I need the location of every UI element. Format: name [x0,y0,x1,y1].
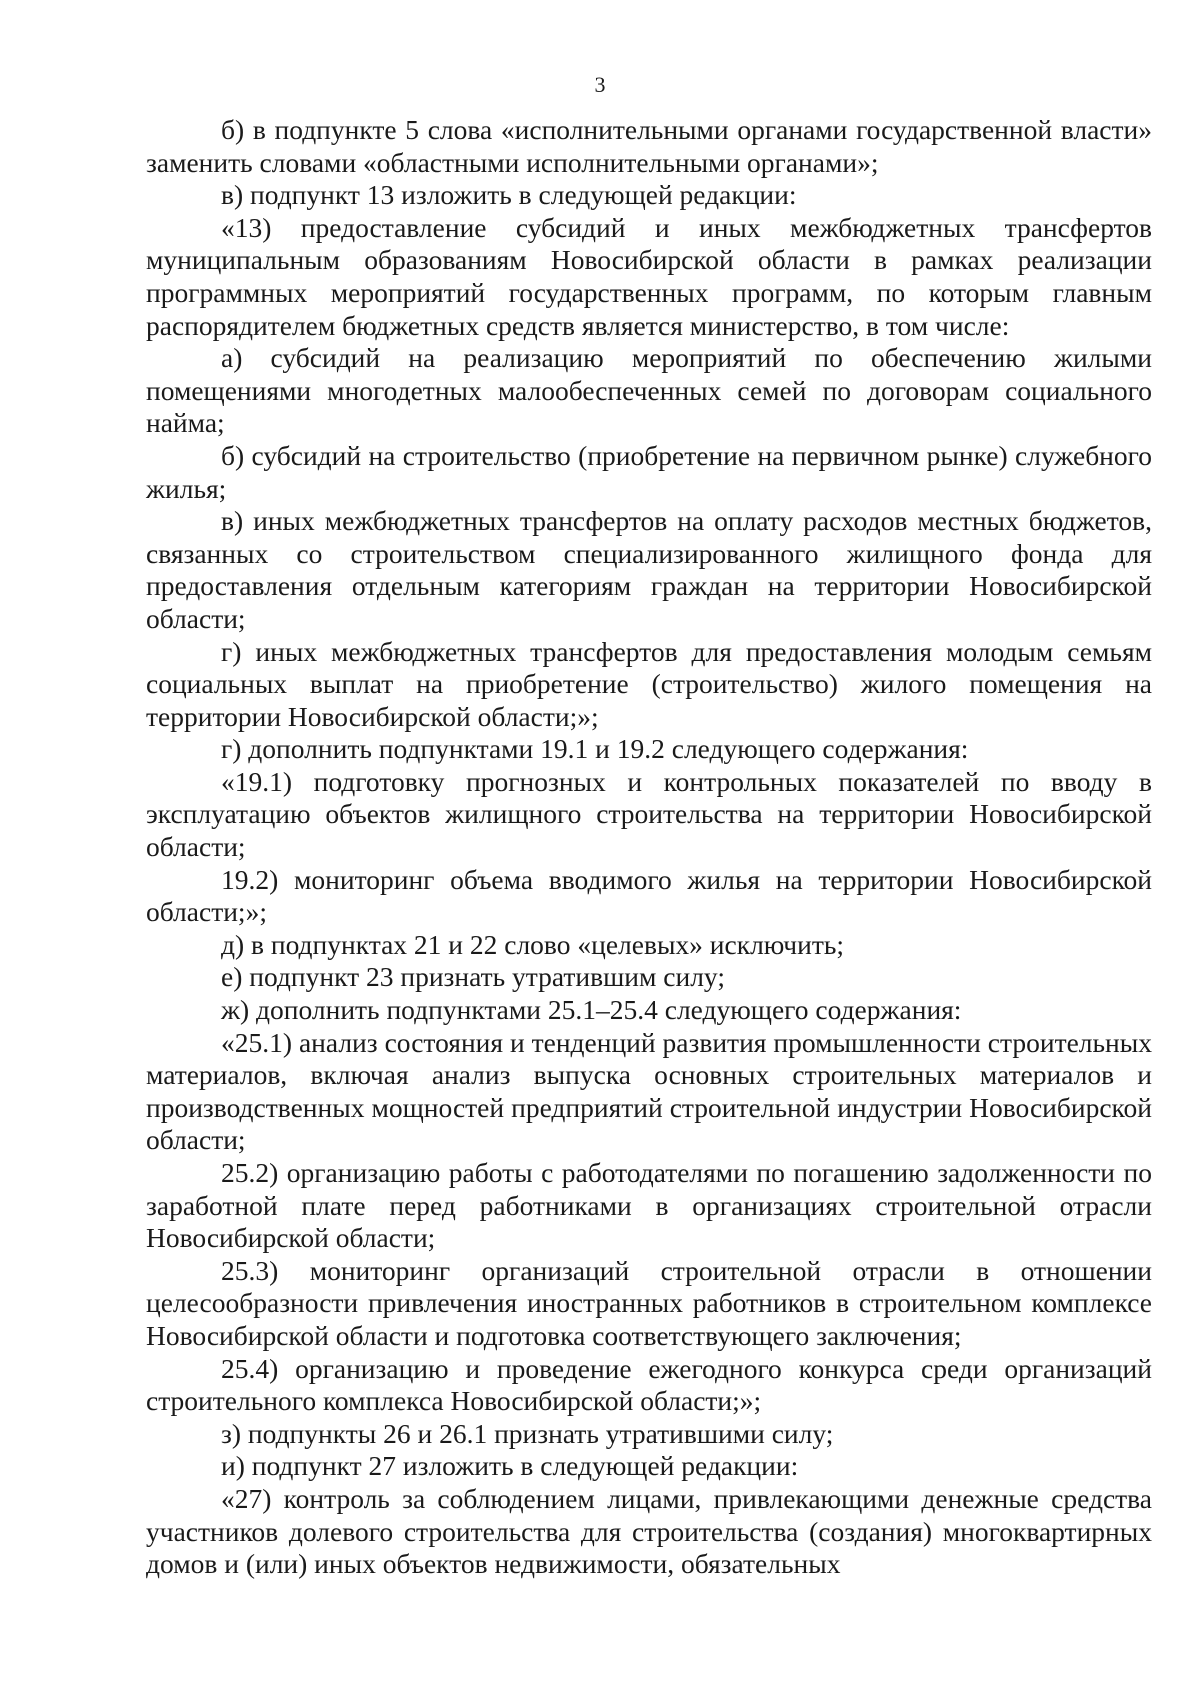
paragraph-d-podpunkty-21-22: д) в подпунктах 21 и 22 слово «целевых» исключить; [221,928,845,960]
paragraph-item-25-4: 25.4) организацию и проведение ежегодного конкурса среди организаций строительного комплекса Новосибирской области;»; [146,1352,1152,1417]
paragraph-item-19-2: 19.2) мониторинг объема вводимого жилья на территории Новосибирской области;»; [146,863,1152,928]
paragraph-v-podpunkt-13: в) подпункт 13 изложить в следующей редакции: [221,179,797,211]
paragraph-item-13-v: в) иных межбюджетных трансфертов на оплату расходов местных бюджетов, связанных со строительством специализированного жилищного фонда для предоставления отдельным категориям граждан на территории Новосибирской области; [146,505,1152,634]
paragraph-item-13-b: б) субсидий на строительство (приобретение на первичном рынке) служебного жилья; [146,439,1152,504]
paragraph-b-podpunkt-5: б) в подпункте 5 слова «исполнительными органами государственной власти» заменить словами «областными исполнительными органами»; [146,114,1152,178]
paragraph-item-13: «13) предоставление субсидий и иных межбюджетных трансфертов муниципальным образованиям Новосибирской области в рамках реализации программных мероприятий государственных программ, по которым главным распорядителем бюджетных средств является министерство, в том числе: [146,211,1152,341]
paragraph-g-podpunkty-19: г) дополнить подпунктами 19.1 и 19.2 следующего содержания: [221,733,969,765]
paragraph-item-19-1: «19.1) подготовку прогнозных и контрольных показателей по вводу в эксплуатацию объектов жилищного строительства на территории Новосибирской области; [146,765,1152,863]
paragraph-item-27: «27) контроль за соблюдением лицами, привлекающими денежные средства участников долевого строительства для строительства (создания) многоквартирных домов и (или) иных объектов недвижимости, обязательных [146,1482,1152,1580]
paragraph-i-podpunkt-27: и) подпункт 27 изложить в следующей редакции: [221,1450,799,1482]
paragraph-item-13-g: г) иных межбюджетных трансфертов для предоставления молодым семьям социальных выплат на приобретение (строительство) жилого помещения на территории Новосибирской области;»; [146,635,1152,732]
paragraph-item-25-1: «25.1) анализ состояния и тенденций развития промышленности строительных материалов, включая анализ выпуска основных строительных материалов и производственных мощностей предприятий строительной индустрии Новосибирской области; [146,1026,1152,1156]
paragraph-item-13-a: а) субсидий на реализацию мероприятий по обеспечению жилыми помещениями многодетных малообеспеченных семей по договорам социального найма; [146,342,1152,439]
document-body [146,114,1152,1581]
page-number: 3 [594,72,606,97]
paragraph-item-25-3: 25.3) мониторинг организаций строительной отрасли в отношении целесообразности привлечения иностранных работников в строительном комплексе Новосибирской области и подготовка соответствующего заключения; [146,1254,1152,1351]
paragraph-z-podpunkty-26: з) подпункты 26 и 26.1 признать утратившими силу; [221,1417,834,1449]
paragraph-zh-podpunkty-25: ж) дополнить подпунктами 25.1–25.4 следующего содержания: [221,994,962,1026]
paragraph-item-25-2: 25.2) организацию работы с работодателями по погашению задолженности по заработной плате перед работниками в организациях строительной отрасли Новосибирской области; [146,1157,1152,1254]
paragraph-e-podpunkt-23: е) подпункт 23 признать утратившим силу; [221,961,725,993]
